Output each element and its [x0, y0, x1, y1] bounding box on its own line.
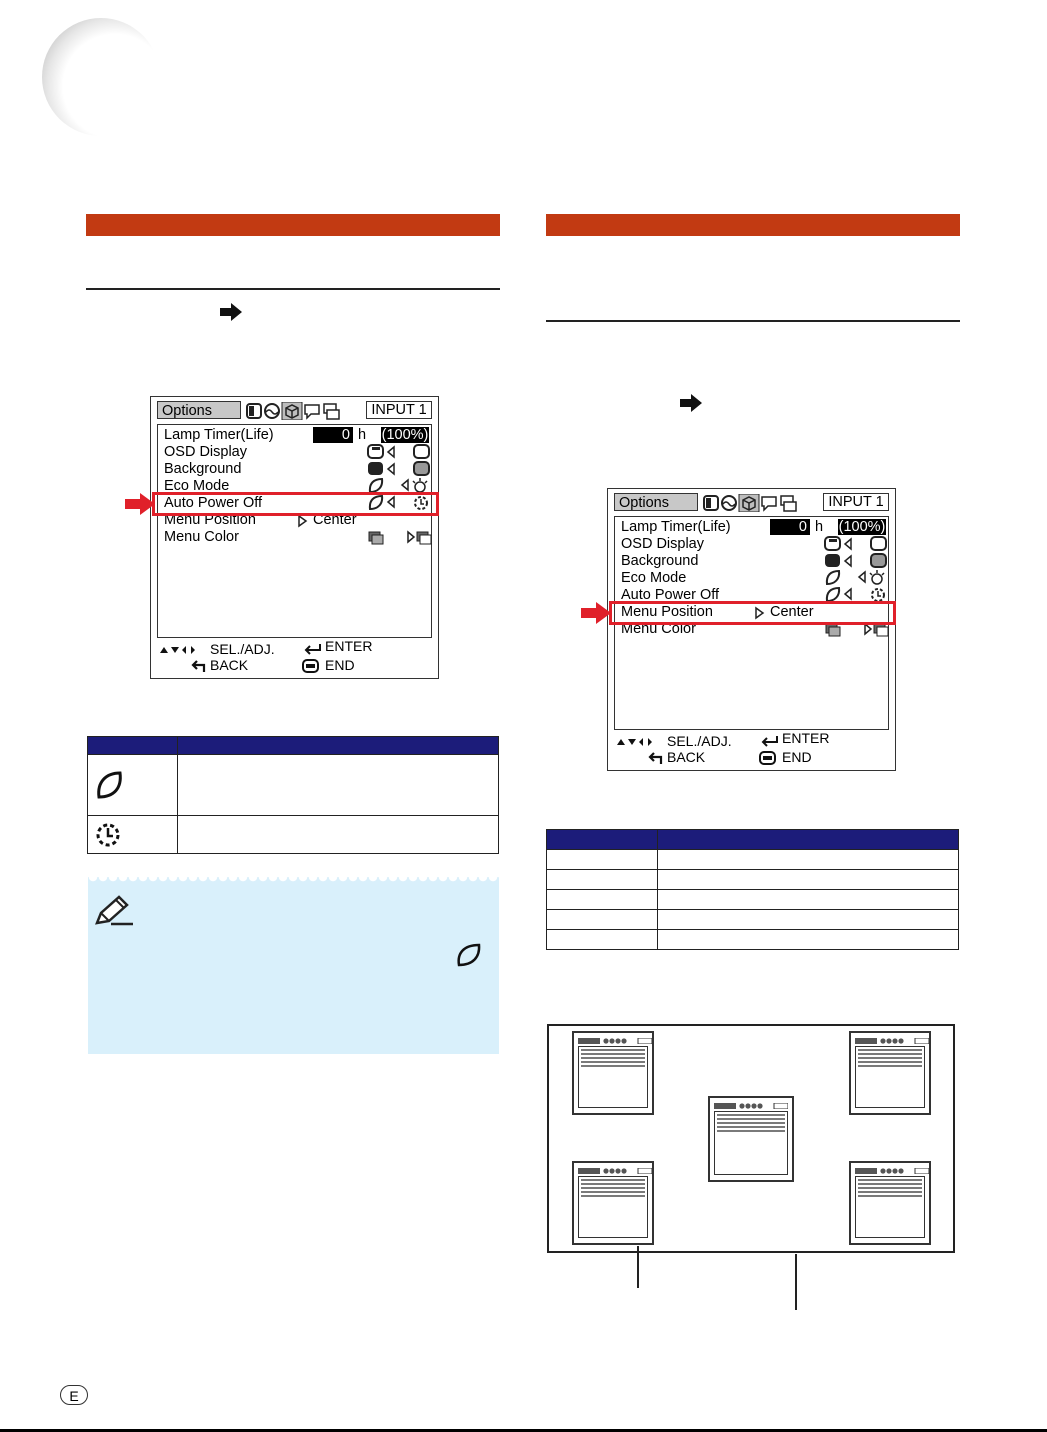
mini-menu-body — [578, 1046, 648, 1108]
menu-item-osd-display[interactable]: OSD Display — [621, 536, 704, 552]
mini-menu-header — [578, 1038, 652, 1044]
osd-display-options-icon — [823, 536, 891, 552]
selected-row-highlight — [609, 601, 896, 625]
left-osd-menu — [150, 396, 439, 679]
enter-icon — [759, 735, 779, 747]
lamp-timer-unit: h — [815, 519, 824, 535]
lamp-life-percent: (100%) — [838, 519, 886, 535]
lamp-timer-value: 0 — [313, 427, 353, 443]
enter-icon — [302, 643, 322, 655]
right-osd-menu — [607, 488, 896, 771]
mini-menu-header — [714, 1103, 788, 1109]
mini-menu-lower-left — [572, 1161, 654, 1245]
mini-menu-header — [855, 1168, 929, 1174]
right-arrow-icon — [678, 393, 704, 413]
mini-menu-lines — [717, 1114, 785, 1134]
eco-mode-options-icon — [823, 569, 891, 586]
background-options-icon — [823, 553, 891, 569]
note-scallop-edge — [88, 877, 499, 887]
navigation-arrows-icon — [159, 645, 207, 655]
mini-menu-body — [855, 1176, 925, 1238]
navigation-arrows-icon — [616, 737, 664, 747]
eco-leaf-icon — [94, 770, 134, 800]
mini-menu-center — [708, 1096, 794, 1182]
menu-footer-legend — [614, 732, 889, 768]
right-rule — [546, 320, 960, 322]
mini-menu-body — [714, 1111, 788, 1175]
legend-end: END — [325, 657, 355, 673]
note-pencil-icon — [93, 893, 135, 929]
legend-sel-adj: SEL./ADJ. — [210, 641, 275, 657]
mini-menu-lines — [581, 1179, 645, 1199]
menu-item-menu-color[interactable]: Menu Color — [164, 529, 239, 545]
menu-list — [157, 424, 432, 638]
note-box — [88, 877, 499, 1054]
mini-menu-lower-right — [849, 1161, 931, 1245]
back-icon — [647, 751, 665, 765]
menu-item-background[interactable]: Background — [164, 461, 242, 477]
menu-item-background[interactable]: Background — [621, 553, 699, 569]
menu-item-lamp-timer[interactable]: Lamp Timer(Life) — [164, 427, 274, 443]
red-pointer-arrow-icon — [580, 601, 612, 625]
callout-line-screen — [795, 1254, 797, 1310]
menu-item-eco-mode[interactable]: Eco Mode — [621, 570, 687, 586]
osd-display-options-icon — [366, 444, 434, 460]
input-indicator: INPUT 1 — [366, 401, 432, 419]
mini-menu-header — [578, 1168, 652, 1174]
mini-menu-header — [855, 1038, 929, 1044]
red-pointer-arrow-icon — [124, 492, 156, 516]
left-rule — [86, 288, 500, 290]
lamp-timer-value: 0 — [770, 519, 810, 535]
right-section-bar — [546, 214, 960, 236]
menu-item-menu-color[interactable]: Menu Color — [621, 621, 696, 637]
right-settings-table — [546, 829, 959, 950]
menu-category-icons — [245, 402, 341, 420]
mini-menu-body — [578, 1176, 648, 1238]
menu-position-value: Center — [770, 604, 814, 620]
mini-menu-upper-left — [572, 1031, 654, 1115]
mini-menu-lines — [858, 1179, 922, 1199]
end-icon — [302, 659, 320, 673]
menu-item-osd-display[interactable]: OSD Display — [164, 444, 247, 460]
right-arrow-icon — [218, 302, 244, 322]
menu-item-menu-position[interactable]: Menu Position — [164, 512, 256, 528]
options-tab[interactable]: Options — [157, 401, 241, 419]
mini-menu-lines — [858, 1049, 922, 1069]
menu-item-menu-position[interactable]: Menu Position — [621, 604, 713, 620]
legend-end: END — [782, 749, 812, 765]
menu-item-eco-mode[interactable]: Eco Mode — [164, 478, 230, 494]
menu-position-arrow-icon — [297, 514, 309, 528]
left-settings-table — [87, 736, 499, 854]
menu-color-options-icon — [366, 529, 434, 546]
menu-category-icons — [702, 494, 798, 512]
background-options-icon — [366, 461, 434, 477]
legend-back: BACK — [667, 749, 706, 765]
menu-item-auto-power-off[interactable]: Auto Power Off — [164, 495, 263, 511]
chapter-circle-graphic — [42, 18, 160, 136]
auto-power-off-icon — [92, 820, 128, 850]
end-icon — [759, 751, 777, 765]
mini-menu-upper-right — [849, 1031, 931, 1115]
legend-back: BACK — [210, 657, 249, 673]
back-icon — [190, 659, 208, 673]
selected-row-highlight — [152, 492, 439, 516]
input-indicator: INPUT 1 — [823, 493, 889, 511]
mini-menu-body — [855, 1046, 925, 1108]
menu-footer-legend — [157, 640, 432, 676]
menu-item-auto-power-off[interactable]: Auto Power Off — [621, 587, 720, 603]
legend-enter: ENTER — [325, 638, 373, 654]
mini-menu-lines — [581, 1049, 645, 1069]
legend-enter: ENTER — [782, 730, 830, 746]
lamp-timer-unit: h — [358, 427, 367, 443]
callout-line-menu — [637, 1246, 639, 1288]
legend-sel-adj: SEL./ADJ. — [667, 733, 732, 749]
left-section-bar — [86, 214, 500, 236]
options-tab[interactable]: Options — [614, 493, 698, 511]
menu-item-lamp-timer[interactable]: Lamp Timer(Life) — [621, 519, 731, 535]
menu-position-value: Center — [313, 512, 357, 528]
lamp-life-percent: (100%) — [381, 427, 429, 443]
language-page-marker: E — [60, 1385, 88, 1405]
eco-leaf-icon — [455, 942, 485, 968]
